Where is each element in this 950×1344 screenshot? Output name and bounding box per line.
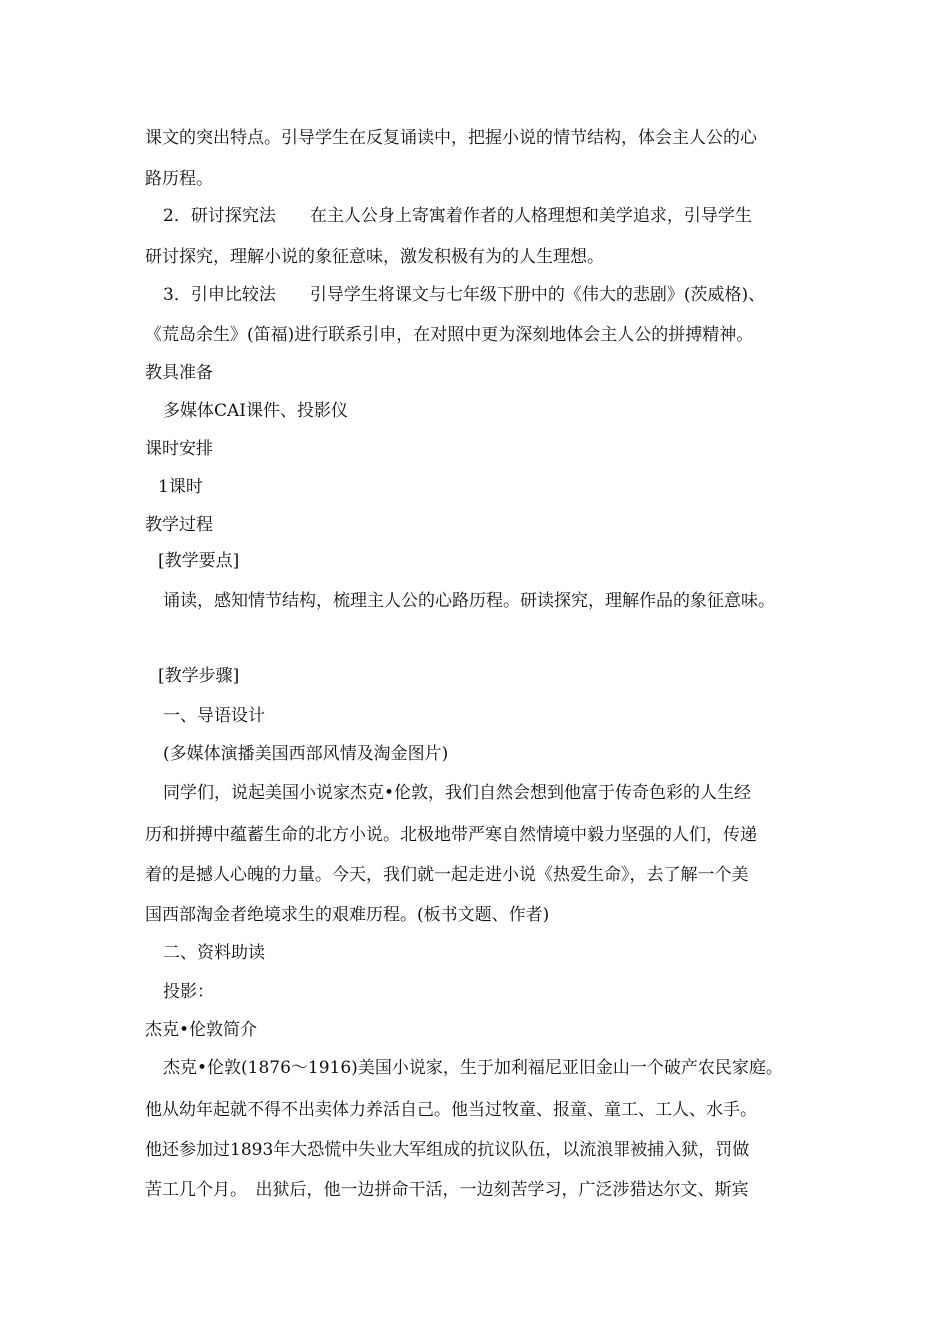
text-line: 他还参加过1893年大恐慌中失业大军组成的抗议队伍，以流浪罪被捕入狱，罚做 [145, 1140, 750, 1160]
text-line: 杰克•伦敦简介 [145, 1020, 258, 1040]
subsection-heading: [教学步骤] [158, 666, 240, 686]
text-line: 杰克•伦敦(1876～1916)美国小说家，生于加利福尼亚旧金山一个破产农民家庭。 [163, 1058, 783, 1078]
section-heading: 教学过程 [145, 515, 213, 535]
text-line: (多媒体演播美国西部风情及淘金图片) [163, 744, 449, 764]
text-line: 国西部淘金者绝境求生的艰难历程。(板书文题、作者) [145, 905, 550, 925]
text-line: 一、导语设计 [163, 706, 265, 726]
text-line: 同学们，说起美国小说家杰克•伦敦，我们自然会想到他富于传奇色彩的人生经 [163, 783, 752, 803]
text-line: 1课时 [158, 477, 203, 497]
section-heading: 课时安排 [145, 439, 213, 459]
text-line: 投影： [163, 982, 214, 1002]
text-line: 诵读，感知情节结构，梳理主人公的心路历程。研读探究，理解作品的象征意味。 [163, 591, 775, 611]
text-line: 他从幼年起就不得不出卖体力养活自己。他当过牧童、报童、童工、工人、水手。 [145, 1100, 757, 1120]
text-line: 着的是撼人心魄的力量。今天，我们就一起走进小说《热爱生命》，去了解一个美 [145, 865, 749, 885]
text-line: 二、资料助读 [163, 943, 265, 963]
text-line: 路历程。 [145, 169, 213, 189]
text-line: 苦工几个月。 出狱后，他一边拼命干活，一边刻苦学习，广泛涉猎达尔文、斯宾 [145, 1180, 749, 1200]
section-heading: 教具准备 [145, 363, 213, 383]
text-line: 研讨探究，理解小说的象征意味，激发积极有为的人生理想。 [145, 247, 604, 267]
text-line: 3．引申比较法 引导学生将课文与七年级下册中的《伟大的悲剧》(茨威格)、 [163, 285, 766, 305]
text-line: 2．研讨探究法 在主人公身上寄寓着作者的人格理想和美学追求，引导学生 [163, 206, 752, 226]
text-line: 多媒体CAI课件、投影仪 [163, 401, 348, 421]
text-line: 历和拼搏中蕴蓄生命的北方小说。北极地带严寒自然情境中毅力坚强的人们，传递 [145, 825, 757, 845]
text-line: 《荒岛余生》(笛福)进行联系引申，在对照中更为深刻地体会主人公的拼搏精神。 [145, 325, 754, 345]
text-line: 课文的突出特点。引导学生在反复诵读中，把握小说的情节结构，体会主人公的心 [145, 128, 757, 148]
subsection-heading: [教学要点] [158, 551, 240, 571]
